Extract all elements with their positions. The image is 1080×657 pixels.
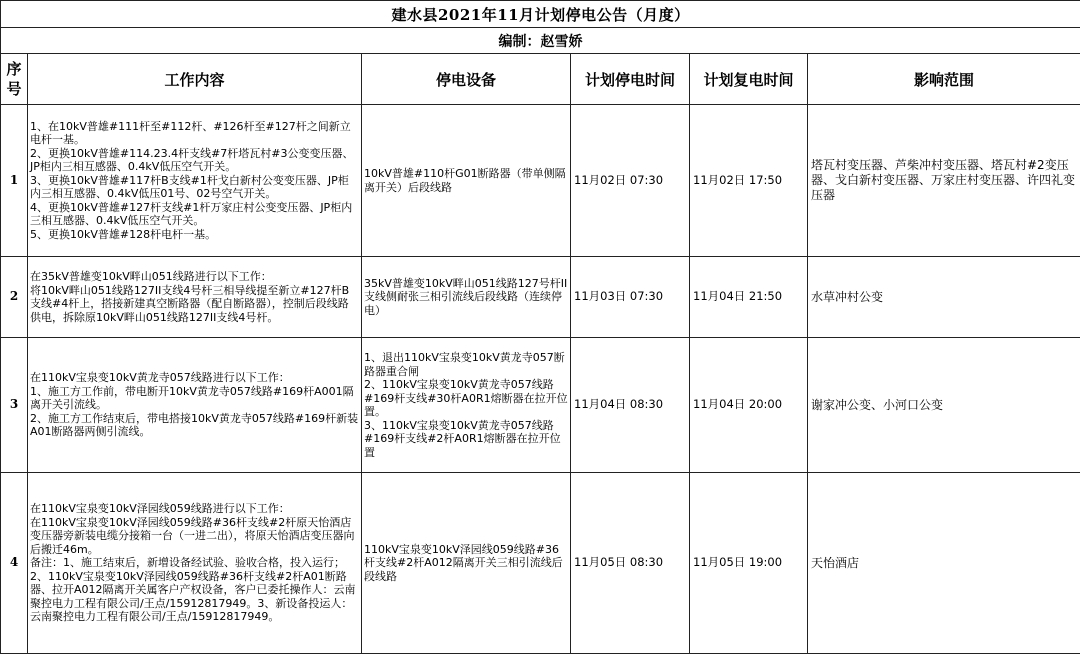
- cell-line: 在110kV宝泉变10kV泽园线059线路进行以下工作：: [30, 502, 290, 516]
- row-work: [28, 473, 362, 654]
- row-end-time: 11月04日 21:50: [690, 257, 808, 338]
- cell-line: 1、退出110kV宝泉变10kV黄龙寺057断路器重合闸: [364, 351, 565, 378]
- cell-line: 2、110kV宝泉变10kV黄龙寺057线路#169杆支线#30杆A0R1熔断器在拉开位置。: [364, 378, 568, 418]
- cell-line: 5、更换10kV普雄#128杆电杆一基。: [30, 227, 217, 241]
- header-end-time: 计划复电时间: [690, 54, 808, 105]
- table-row: [1, 105, 1080, 257]
- cell-line: 在110kV宝泉变10kV黄龙寺057线路进行以下工作：: [30, 371, 290, 385]
- row-area: 水草冲村公变: [808, 257, 1080, 338]
- editor-line: 编制：赵雪娇: [1, 28, 1080, 54]
- cell-line: 35kV普雄变10kV畔山051线路127号杆II支线侧耐张三相引流线后段线路（连续停电）: [364, 276, 568, 317]
- row-area: 谢家冲公变、小河口公变: [808, 338, 1080, 473]
- row-equipment: [362, 105, 571, 257]
- row-work: [28, 338, 362, 473]
- row-start-time: 11月03日 07:30: [571, 257, 690, 338]
- row-start-time: 11月04日 08:30: [571, 338, 690, 473]
- cell-line: 1、在10kV普雄#111杆至#112杆、#126杆至#127杆之间新立电杆一基。: [30, 119, 351, 147]
- row-start-time: 11月02日 07:30: [571, 105, 690, 257]
- cell-line: 2、施工方工作结束后，带电搭接10kV黄龙寺057线路#169杆新装A01断路器两侧引流线。: [30, 411, 359, 439]
- row-start-time: 11月05日 08:30: [571, 473, 690, 654]
- header-seq: 序号: [1, 54, 28, 105]
- header-equipment: 停电设备: [362, 54, 571, 105]
- row-equipment: [362, 473, 571, 654]
- sheet-title: 建水县2021年11月计划停电公告（月度）: [1, 1, 1080, 28]
- header-work: 工作内容: [28, 54, 362, 105]
- row-end-time: 11月02日 17:50: [690, 105, 808, 257]
- header-area: 影响范围: [808, 54, 1080, 105]
- row-seq: 2: [1, 257, 28, 338]
- table-row: [1, 473, 1080, 654]
- row-area: 天怡酒店: [808, 473, 1080, 654]
- row-equipment: [362, 257, 571, 338]
- cell-line: 将10kV畔山051线路127II支线4号杆三相导线提至新立#127杆B支线#4杆上，搭接新建真空断路器（配自断路器），控制后段线路供电，拆除原10kV畔山051线路127II支线4号杆。: [30, 283, 350, 324]
- row-end-time: 11月05日 19:00: [690, 473, 808, 654]
- header-start-time: 计划停电时间: [571, 54, 690, 105]
- row-work: [28, 105, 362, 257]
- cell-line: 备注：1、施工结束后，新增设备经试验、验收合格，投入运行；2、110kV宝泉变10kV泽园线059线路#36杆支线#2杆A01断路器、拉开A012隔离开关属客户产权设备，客户已委托操作人：云南聚控电力工程有限公司/王点/15912817949。3、新设备投运人：云南聚控电力工程有限公司/王点/15912817949。: [30, 556, 356, 624]
- cell-line: 在35kV普雄变10kV畔山051线路进行以下工作：: [30, 270, 272, 283]
- row-equipment: [362, 338, 571, 473]
- cell-line: 3、110kV宝泉变10kV黄龙寺057线路#169杆支线#2杆A0R1熔断器在拉开位置: [364, 418, 561, 459]
- cell-line: 1、施工方工作前，带电断开10kV黄龙寺057线路#169杆A001隔离开关引流线。: [30, 384, 354, 412]
- cell-line: 2、更换10kV普雄#114.23.4杆支线#7杆塔瓦村#3公变变压器、JP柜内三相互感器、0.4kV低压空气开关。: [30, 146, 354, 174]
- cell-line: 在110kV宝泉变10kV泽园线059线路#36杆支线#2杆原天怡酒店变压器旁新装电缆分接箱一台（一进二出），将原天怡酒店变压器向后搬迁46m。: [30, 515, 355, 556]
- cell-line: 3、更换10kV普雄#117杆B支线#1杆戈白新村公变变压器、JP柜内三相互感器、0.4kV低压01号、02号空气开关。: [30, 173, 349, 201]
- cell-line: 10kV普雄#110杆G01断路器（带单侧隔离开关）后段线路: [364, 167, 566, 194]
- row-seq: 4: [1, 473, 28, 654]
- table-row: [1, 257, 1080, 338]
- row-area: 塔瓦村变压器、芦柴冲村变压器、塔瓦村#2变压器、戈白新村变压器、万家庄村变压器、许四礼变压器: [808, 105, 1080, 257]
- row-end-time: 11月04日 20:00: [690, 338, 808, 473]
- row-work: [28, 257, 362, 338]
- row-seq: 3: [1, 338, 28, 473]
- cell-line: 110kV宝泉变10kV泽园线059线路#36杆支线#2杆A012隔离开关三相引流线后段线路: [364, 542, 563, 583]
- cell-line: 4、更换10kV普雄#127杆支线#1杆万家庄村公变变压器、JP柜内三相互感器、0.4kV低压空气开关。: [30, 200, 353, 228]
- row-seq: 1: [1, 105, 28, 257]
- table-row: [1, 338, 1080, 473]
